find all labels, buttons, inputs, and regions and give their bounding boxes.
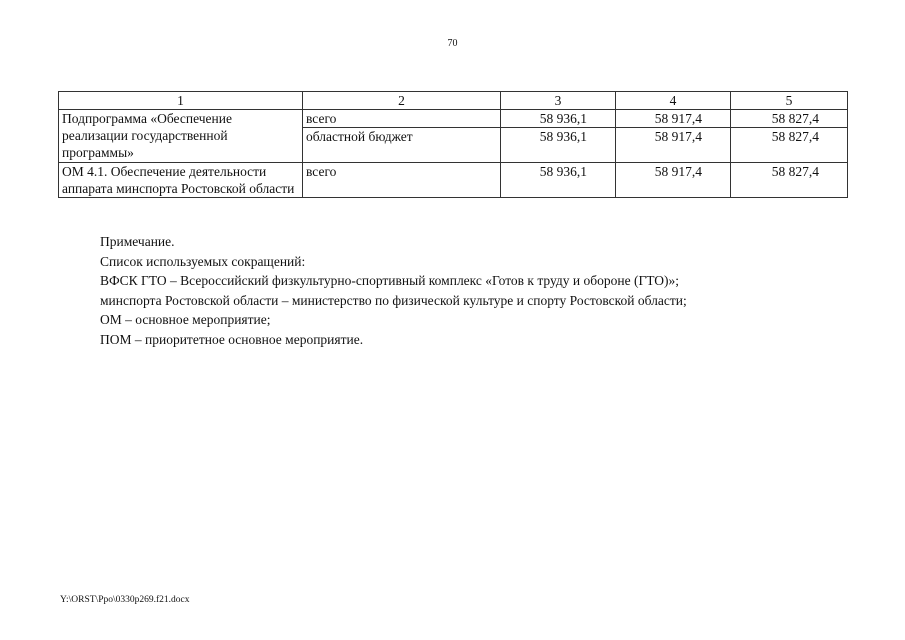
- abbreviation-item: ОМ – основное мероприятие;: [100, 312, 271, 327]
- notes-section: [100, 232, 860, 349]
- value-col5-cell: 58 827,4: [731, 110, 848, 128]
- abbreviations-heading: Список используемых сокращений:: [100, 253, 306, 269]
- budget-table: [58, 91, 848, 198]
- column-header-5: 5: [731, 92, 848, 110]
- value-col4-cell: 58 917,4: [616, 163, 731, 198]
- funding-source-cell: всего: [303, 163, 501, 198]
- column-header-2: 2: [303, 92, 501, 110]
- funding-source-cell: всего: [303, 110, 501, 128]
- abbreviation-item: минспорта Ростовской области – министерство по физической культуре и спорту Ростовской области;: [100, 292, 687, 308]
- funding-source-cell: областной бюджет: [303, 128, 501, 163]
- value-col5-cell: 58 827,4: [731, 163, 848, 198]
- abbreviation-item: ПОМ – приоритетное основное мероприятие.: [100, 331, 364, 347]
- table-header-row: [59, 92, 848, 110]
- column-header-1: 1: [59, 92, 303, 110]
- value-col3-cell: 58 936,1: [501, 128, 616, 163]
- value-col5-cell: 58 827,4: [731, 128, 848, 163]
- table-row: [59, 163, 848, 198]
- page-number: 70: [447, 38, 458, 49]
- notes-title: Примечание.: [100, 234, 175, 249]
- value-col3-cell: 58 936,1: [501, 110, 616, 128]
- footer-file-path: Y:\ORST\Ppo\0330p269.f21.docx: [60, 595, 190, 605]
- measure-name-cell: ОМ 4.1. Обеспечение деятельности аппарата минспорта Ростовской области: [59, 163, 303, 198]
- value-col3-cell: 58 936,1: [501, 163, 616, 198]
- abbreviation-item: ВФСК ГТО – Всероссийский физкультурно-спортивный комплекс «Готов к труду и обороне (ГТО)»;: [100, 273, 680, 288]
- value-col4-cell: 58 917,4: [616, 110, 731, 128]
- column-header-3: 3: [501, 92, 616, 110]
- column-header-4: 4: [616, 92, 731, 110]
- table-row: [59, 110, 848, 128]
- subprogram-name-cell: Подпрограмма «Обеспечение реализации государственной программы»: [59, 110, 303, 163]
- value-col4-cell: 58 917,4: [616, 128, 731, 163]
